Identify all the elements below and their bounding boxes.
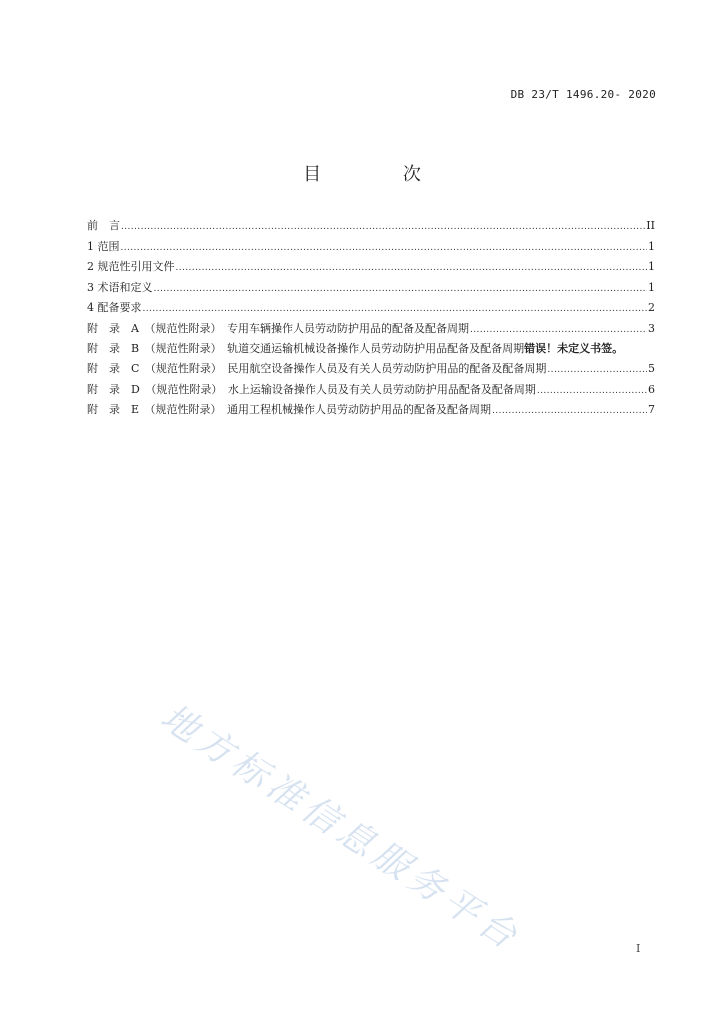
toc-leader-dots xyxy=(470,322,647,337)
toc-entry-requirements[interactable] xyxy=(87,301,655,322)
page-number: I xyxy=(636,942,641,955)
toc-entry-scope[interactable] xyxy=(87,240,655,261)
page-title: 目 次 xyxy=(303,164,459,185)
toc-entry-page: 1 xyxy=(648,280,655,294)
toc-entry-page: II xyxy=(646,219,655,232)
toc-entry-label: 3 术语和定义 xyxy=(87,280,153,294)
toc-leader-dots xyxy=(176,260,648,275)
toc-entry-page: 5 xyxy=(648,362,655,375)
toc-entry-label: 4 配备要求 xyxy=(87,301,142,314)
toc-entry-page: 6 xyxy=(648,382,655,396)
toc-leader-dots xyxy=(547,362,647,377)
toc-entry-appendix-d[interactable] xyxy=(87,383,655,404)
toc-leader-dots xyxy=(143,301,648,316)
document-code: DB 23/T 1496.20- 2020 xyxy=(510,88,656,101)
toc-entry-label: 前 言 xyxy=(87,219,120,232)
toc-entry-label: 附 录 E （规范性附录） 通用工程机械操作人员劳动防护用品的配备及配备周期 xyxy=(87,403,492,416)
toc-entry-page: 7 xyxy=(648,403,655,416)
toc-entry-page: 1 xyxy=(648,239,655,253)
toc-leader-dots xyxy=(121,219,645,234)
toc-entry-appendix-c[interactable] xyxy=(87,362,655,383)
toc-entry-label: 1 范围 xyxy=(87,239,120,253)
toc-entry-page: 1 xyxy=(648,260,655,273)
watermark-text: 地方标准信息服务平台 xyxy=(153,696,528,960)
toc-leader-dots xyxy=(537,383,647,398)
toc-leader-dots xyxy=(121,240,648,255)
toc-entry-normative-references[interactable] xyxy=(87,260,655,281)
bookmark-error-text: 错误！未定义书签。 xyxy=(524,342,624,355)
toc-entry-page: 2 xyxy=(648,301,655,314)
toc-entry-terms-definitions[interactable] xyxy=(87,281,655,302)
toc-entry-label: 附 录 B （规范性附录） 轨道交通运输机械设备操作人员劳动防护用品配备及配备周期 xyxy=(87,342,525,355)
toc-entry-label: 附 录 C （规范性附录） 民用航空设备操作人员及有关人员劳动防护用品的配备及配备周期 xyxy=(87,362,547,375)
toc-entry-appendix-a[interactable] xyxy=(87,322,655,343)
toc-entry-label: 附 录 A （规范性附录） 专用车辆操作人员劳动防护用品的配备及配备周期 xyxy=(87,321,469,335)
toc-entry-page: 3 xyxy=(648,321,655,335)
toc-entry-label: 附 录 D （规范性附录） 水上运输设备操作人员及有关人员劳动防护用品配备及配备周期 xyxy=(87,382,536,396)
table-of-contents xyxy=(87,219,655,424)
toc-entry-label: 2 规范性引用文件 xyxy=(87,260,175,273)
toc-entry-appendix-e[interactable] xyxy=(87,403,655,424)
toc-entry-foreword[interactable] xyxy=(87,219,655,240)
toc-leader-dots xyxy=(154,281,648,296)
toc-leader-dots xyxy=(492,403,647,418)
toc-entry-appendix-b[interactable] xyxy=(87,342,655,362)
